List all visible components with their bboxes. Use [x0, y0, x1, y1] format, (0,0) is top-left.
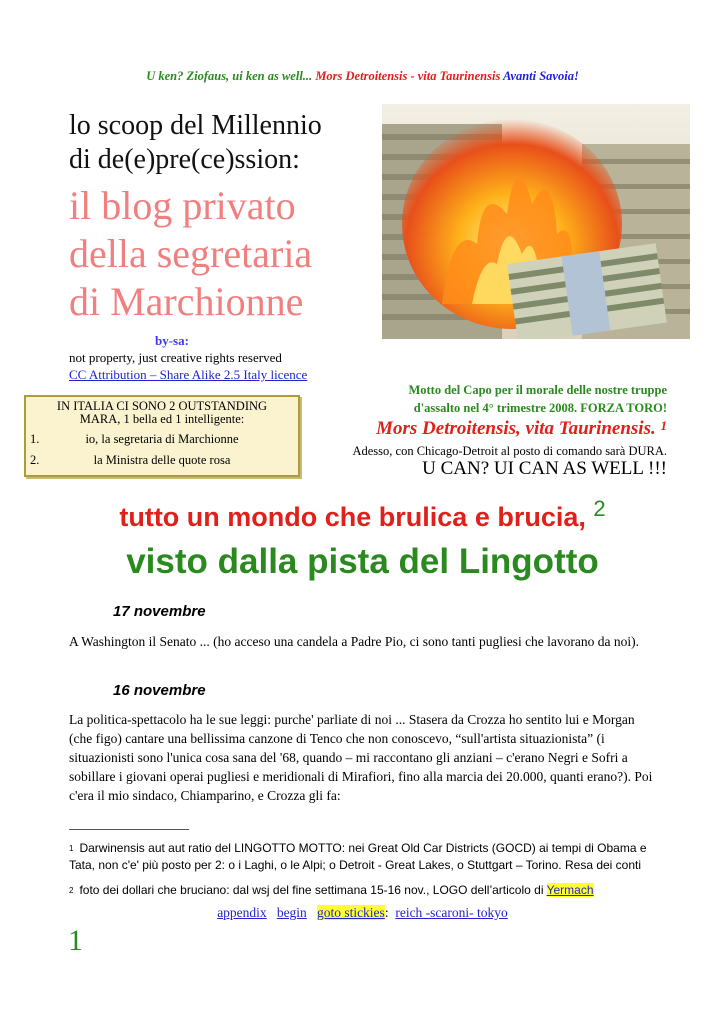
motto-mors [376, 418, 667, 440]
list-item-text: io, la segretaria di Marchionne [85, 432, 239, 446]
burning-dollars-image [382, 104, 690, 339]
outstanding-box [24, 395, 300, 477]
appendix-link[interactable]: appendix [217, 905, 267, 920]
reich-scaroni-tokyo-link[interactable]: reich -scaroni- tokyo [395, 905, 508, 920]
header-part-2: Mors Detroitensis - vita Taurinensis [315, 69, 501, 83]
footnote-1-number: 1 [69, 844, 74, 853]
title-line-5: di Marchionne [69, 279, 304, 324]
headline-red [0, 496, 725, 533]
entry-date: 17 novembre [113, 603, 206, 620]
motto-adesso: Adesso, con Chicago-Detroit al posto di comando sarà DURA. [352, 444, 667, 458]
title-line-4: della segretaria [69, 231, 313, 276]
title-line-2: di de(e)pre(ce)ssion: [69, 144, 300, 175]
footnote-2-text: foto dei dollari che bruciano: dal wsj del fine settimana 15-16 nov., LOGO dell’articolo di [79, 883, 544, 897]
page-number: 1 [68, 924, 83, 957]
entry-text: A Washington il Senato ... (ho acceso una candela a Padre Pio, ci sono tanti pugliesi che lavorano da noi). [69, 634, 640, 649]
goto-stickies-link[interactable]: goto stickies [316, 905, 385, 920]
footnote-1 [69, 840, 669, 874]
yermach-link[interactable]: Yermach [546, 883, 594, 897]
footnote-ref-2[interactable]: 2 [593, 496, 606, 521]
headline-red-text: tutto un mondo che brulica e brucia, [119, 502, 586, 532]
license-bysa: by-sa: [155, 333, 189, 348]
motto-mors-text: Mors Detroitensis, vita Taurinensis. [376, 418, 656, 439]
nav-colon: : [384, 905, 389, 920]
headline-green: visto dalla pista del Lingotto [126, 542, 599, 581]
box-title-line-1: IN ITALIA CI SONO 2 OUTSTANDING [56, 399, 268, 413]
motto-line-1: Motto del Capo per il morale delle nostre truppe [408, 383, 667, 397]
bottom-nav [0, 905, 725, 921]
list-item-number: 1. [30, 432, 40, 446]
burning-dollars-photo [382, 104, 690, 339]
footnote-1-text: Darwinensis aut aut ratio del LINGOTTO MOTTO: nei Great Old Car Districts (GOCD) ai tempi di Obama e Tata, non c'e' più posto per 2: o i Laghi, o le Alpi; o Detroit - Great Lakes, o Stuttgart – Torino. Resa dei conti [69, 841, 647, 872]
motto-line-2: d'assalto nel 4° trimestre 2008. FORZA TORO! [413, 401, 667, 415]
license-note: not property, just creative rights reserved [69, 350, 282, 365]
entry-text: La politica-spettacolo ha le sue leggi: purche' parliate di noi ... Stasera da Crozza ho sentito lui e Morgan (che figo) cantare una bellissima canzone di Tenco che non conoscevo, “sull'artista situazionista” (i situazionisti sono l'unica cosa sana del '68, quando – mi raccontano gli anziani – c'erano Negri e Sofri a sobillare i giovani operai pugliesi e meridionali di Mirafiori, fino alla marcia dei 20.000, quanti erano?). Poi c'era il mio sindaco, Chiamparino, e Crozza gli fa: [69, 712, 653, 803]
entry-date: 16 novembre [113, 682, 206, 699]
list-item-number: 2. [30, 453, 40, 467]
header-motto-line [0, 69, 725, 84]
header-part-3: Avanti Savoia! [502, 69, 579, 83]
footnote-2-number: 2 [69, 886, 74, 895]
list-item-text: la Ministra delle quote rosa [93, 453, 231, 467]
title-line-3: il blog privato [69, 183, 296, 228]
footnote-divider [69, 829, 189, 830]
motto-ucan: U CAN? UI CAN AS WELL !!! [422, 458, 667, 479]
cc-license-link[interactable]: CC Attribution – Share Alike 2.5 Italy licence [69, 367, 308, 382]
begin-link[interactable]: begin [276, 905, 307, 920]
box-title-line-2: MARA, 1 bella ed 1 intelligente: [79, 412, 245, 426]
footnote-2 [69, 882, 669, 899]
header-part-1: U ken? Ziofaus, ui ken as well... [146, 69, 313, 83]
title-line-1: lo scoop del Millennio [69, 110, 322, 141]
box-title [26, 400, 298, 426]
footnote-ref-1[interactable]: 1 [660, 418, 667, 433]
